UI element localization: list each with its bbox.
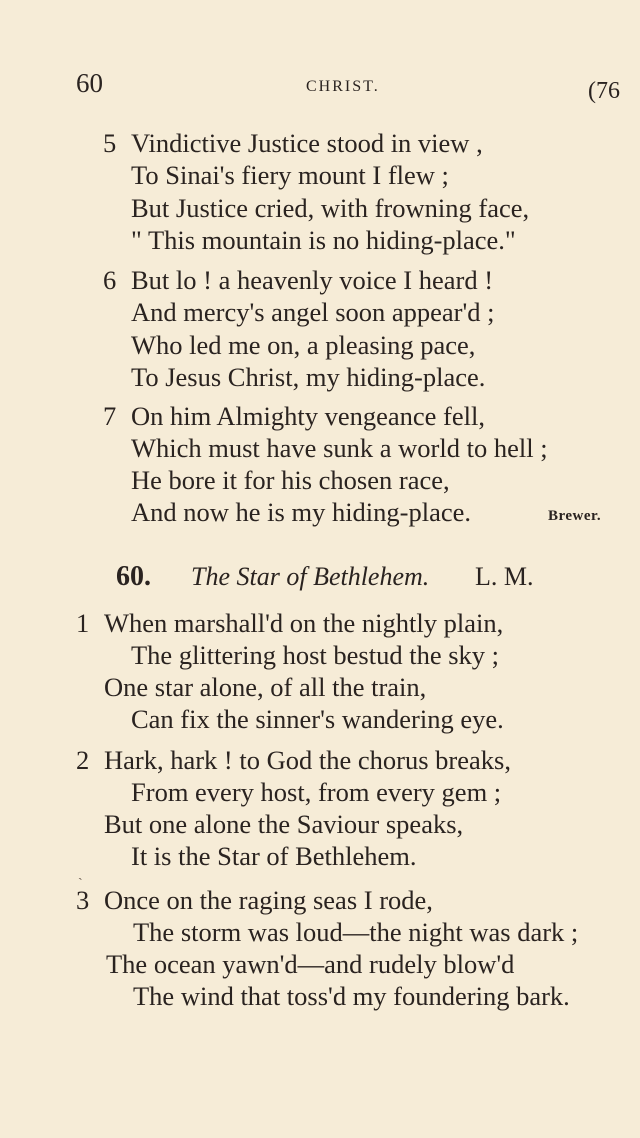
verse-line: But lo ! a heavenly voice I heard !	[131, 265, 494, 295]
verse-line: It is the Star of Bethlehem.	[131, 841, 417, 871]
verse-line: Which must have sunk a world to hell ;	[131, 433, 548, 463]
verse-line: On him Almighty vengeance fell,	[131, 401, 485, 431]
verse-line: Can fix the sinner's wandering eye.	[131, 704, 504, 734]
verse-line: Vindictive Justice stood in view ,	[131, 128, 483, 158]
verse-line: When marshall'd on the nightly plain,	[104, 608, 504, 638]
verse-line: The storm was loud—the night was dark ;	[133, 917, 579, 947]
stanza-number: 1	[76, 608, 90, 638]
corner-mark: (76	[588, 78, 620, 104]
verse-line: The glittering host bestud the sky ;	[131, 640, 500, 670]
verse-line: And mercy's angel soon appear'd ;	[131, 297, 495, 327]
verse-line: The wind that toss'd my foundering bark.	[133, 981, 570, 1011]
verse-line: And now he is my hiding-place.	[131, 497, 472, 527]
margin-mark: ˎ	[78, 866, 83, 881]
verse-line: But Justice cried, with frowning face,	[131, 193, 530, 223]
hymn-title: The Star of Bethlehem.	[191, 562, 430, 591]
stanza-number: 3	[76, 885, 90, 915]
verse-line: " This mountain is no hiding-place."	[131, 225, 516, 255]
hymn-number: 60.	[116, 561, 151, 592]
verse-line: Who led me on, a pleasing pace,	[131, 330, 476, 360]
verse-line: Hark, hark ! to God the chorus breaks,	[104, 745, 511, 775]
stanza-number: 5	[103, 128, 117, 158]
verse-line: To Jesus Christ, my hiding-place.	[131, 362, 486, 392]
verse-line: The ocean yawn'd—and rudely blow'd	[106, 949, 515, 979]
attribution: Brewer.	[548, 508, 602, 524]
verse-line: Once on the raging seas I rode,	[104, 885, 433, 915]
hymn-meter: L. M.	[475, 562, 534, 591]
verse-line: But one alone the Saviour speaks,	[104, 809, 464, 839]
stanza-number: 6	[103, 265, 117, 295]
verse-line: From every host, from every gem ;	[131, 777, 502, 807]
stanza-number: 7	[103, 401, 117, 431]
verse-line: To Sinai's fiery mount I flew ;	[131, 160, 449, 190]
page-number: 60	[76, 68, 103, 98]
stanza-number: 2	[76, 745, 90, 775]
verse-line: One star alone, of all the train,	[104, 672, 427, 702]
running-head: CHRIST.	[306, 78, 380, 95]
verse-line: He bore it for his chosen race,	[131, 465, 450, 495]
